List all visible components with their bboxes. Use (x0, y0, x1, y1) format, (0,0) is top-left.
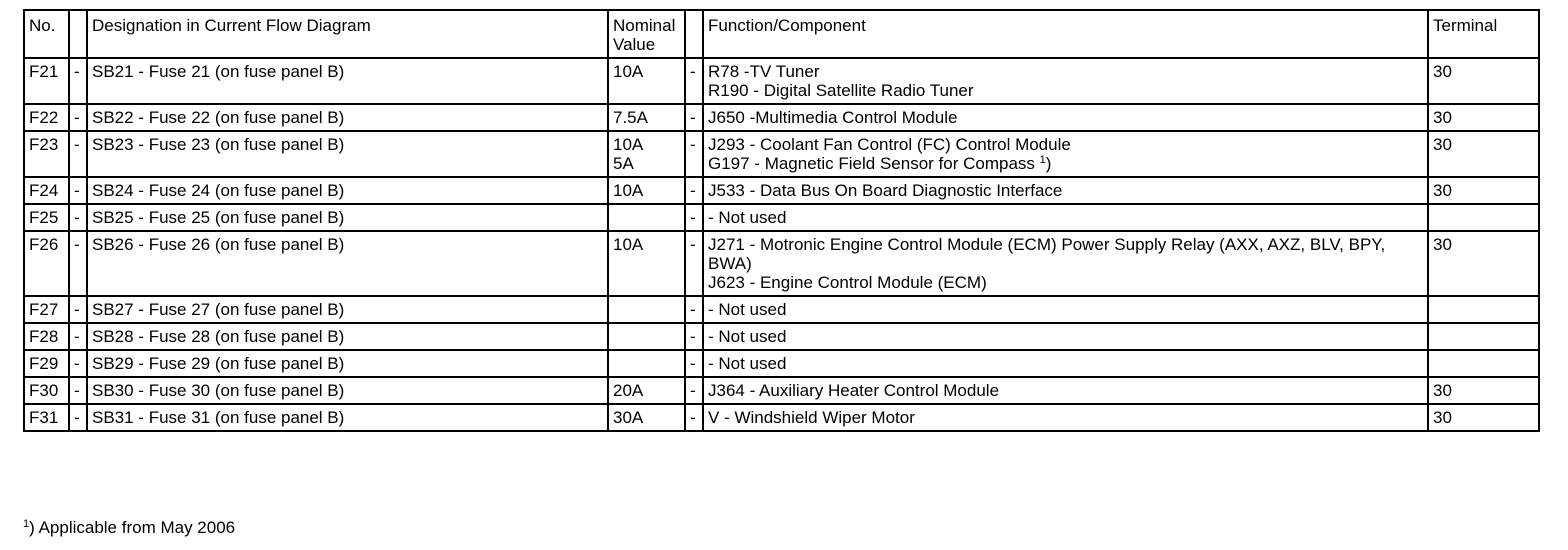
footnote (23, 518, 235, 538)
separator-dash: - (69, 404, 87, 431)
separator-dash: - (685, 350, 703, 377)
terminal (1428, 296, 1539, 323)
separator-dash: - (69, 177, 87, 204)
component-line (708, 354, 1423, 373)
fuse-number: F28 (24, 323, 69, 350)
header-nominal-value: Nominal Value (608, 10, 685, 58)
table-row (24, 296, 1539, 323)
designation: SB24 - Fuse 24 (on fuse panel B) (87, 177, 608, 204)
fuse-number: F29 (24, 350, 69, 377)
separator-dash: - (69, 323, 87, 350)
function-component (703, 58, 1428, 104)
footnote-text: ) Applicable from May 2006 (29, 518, 236, 537)
component-text: R78 -TV Tuner (708, 62, 820, 81)
terminal: 30 (1428, 131, 1539, 177)
nominal-value (608, 177, 685, 204)
nominal-value-line: 7.5A (613, 108, 648, 127)
table-row (24, 404, 1539, 431)
table-row (24, 58, 1539, 104)
terminal (1428, 323, 1539, 350)
header-dash-2 (685, 10, 703, 58)
separator-dash: - (685, 231, 703, 296)
nominal-value (608, 104, 685, 131)
designation: SB31 - Fuse 31 (on fuse panel B) (87, 404, 608, 431)
separator-dash: - (685, 404, 703, 431)
separator-dash: - (685, 104, 703, 131)
designation: SB25 - Fuse 25 (on fuse panel B) (87, 204, 608, 231)
footnote-reference-close: ) (1045, 154, 1052, 173)
component-line (708, 408, 1423, 427)
designation: SB30 - Fuse 30 (on fuse panel B) (87, 377, 608, 404)
function-component (703, 104, 1428, 131)
header-no: No. (24, 10, 69, 58)
component-line (708, 181, 1423, 200)
terminal: 30 (1428, 58, 1539, 104)
component-line (708, 327, 1423, 346)
table-row (24, 323, 1539, 350)
function-component (703, 177, 1428, 204)
component-text: J623 - Engine Control Module (ECM) (708, 273, 987, 292)
fuse-number: F24 (24, 177, 69, 204)
component-line (708, 154, 1423, 173)
separator-dash: - (69, 350, 87, 377)
separator-dash: - (685, 204, 703, 231)
separator-dash: - (685, 296, 703, 323)
component-line (708, 208, 1423, 227)
nominal-value (608, 350, 685, 377)
terminal: 30 (1428, 104, 1539, 131)
fuse-table (23, 9, 1540, 432)
separator-dash: - (685, 377, 703, 404)
header-designation: Designation in Current Flow Diagram (87, 10, 608, 58)
separator-dash: - (685, 131, 703, 177)
component-text: J271 - Motronic Engine Control Module (ECM) Power Supply Relay (AXX, AXZ, BLV, BPY, BWA) (708, 235, 1386, 273)
separator-dash: - (685, 177, 703, 204)
nominal-value (608, 404, 685, 431)
component-line (708, 381, 1423, 400)
nominal-value (608, 323, 685, 350)
component-line (708, 81, 1423, 100)
component-line (708, 135, 1423, 154)
component-text: - Not used (708, 300, 787, 319)
component-line (708, 273, 1423, 292)
designation: SB26 - Fuse 26 (on fuse panel B) (87, 231, 608, 296)
header-terminal: Terminal (1428, 10, 1539, 58)
table-row (24, 177, 1539, 204)
function-component (703, 231, 1428, 296)
nominal-value-line: 10A (613, 235, 644, 254)
fuse-number: F26 (24, 231, 69, 296)
fuse-table-body (24, 58, 1539, 431)
table-row (24, 131, 1539, 177)
nominal-value (608, 58, 685, 104)
header-function-component: Function/Component (703, 10, 1428, 58)
table-row (24, 350, 1539, 377)
fuse-number: F25 (24, 204, 69, 231)
function-component (703, 131, 1428, 177)
component-text: J533 - Data Bus On Board Diagnostic Interface (708, 181, 1063, 200)
header-dash-1 (69, 10, 87, 58)
separator-dash: - (69, 231, 87, 296)
component-text: J650 -Multimedia Control Module (708, 108, 958, 127)
component-line (708, 235, 1423, 273)
designation: SB23 - Fuse 23 (on fuse panel B) (87, 131, 608, 177)
fuse-number: F31 (24, 404, 69, 431)
table-row (24, 204, 1539, 231)
designation: SB28 - Fuse 28 (on fuse panel B) (87, 323, 608, 350)
component-text: - Not used (708, 327, 787, 346)
designation: SB21 - Fuse 21 (on fuse panel B) (87, 58, 608, 104)
function-component (703, 204, 1428, 231)
component-line (708, 62, 1423, 81)
nominal-value (608, 204, 685, 231)
fuse-number: F23 (24, 131, 69, 177)
separator-dash: - (69, 377, 87, 404)
terminal (1428, 350, 1539, 377)
separator-dash: - (685, 323, 703, 350)
function-component (703, 377, 1428, 404)
component-text: G197 - Magnetic Field Sensor for Compass (708, 154, 1035, 173)
function-component (703, 350, 1428, 377)
function-component (703, 296, 1428, 323)
terminal: 30 (1428, 377, 1539, 404)
nominal-value-line: 5A (613, 154, 634, 173)
designation: SB22 - Fuse 22 (on fuse panel B) (87, 104, 608, 131)
component-text: V - Windshield Wiper Motor (708, 408, 915, 427)
terminal: 30 (1428, 404, 1539, 431)
nominal-value (608, 131, 685, 177)
function-component (703, 404, 1428, 431)
separator-dash: - (69, 58, 87, 104)
component-text: - Not used (708, 208, 787, 227)
fuse-number: F21 (24, 58, 69, 104)
terminal: 30 (1428, 177, 1539, 204)
designation: SB29 - Fuse 29 (on fuse panel B) (87, 350, 608, 377)
nominal-value-line: 10A (613, 135, 644, 154)
fuse-number: F30 (24, 377, 69, 404)
fuse-number: F22 (24, 104, 69, 131)
component-line (708, 300, 1423, 319)
component-text: J293 - Coolant Fan Control (FC) Control Module (708, 135, 1071, 154)
footnote-marker: 1 (23, 518, 30, 530)
function-component (703, 323, 1428, 350)
component-text: R190 - Digital Satellite Radio Tuner (708, 81, 974, 100)
terminal: 30 (1428, 231, 1539, 296)
table-row (24, 231, 1539, 296)
nominal-value-line: 10A (613, 181, 644, 200)
table-row (24, 377, 1539, 404)
nominal-value (608, 377, 685, 404)
nominal-value (608, 231, 685, 296)
nominal-value (608, 296, 685, 323)
nominal-value-line: 20A (613, 381, 644, 400)
designation: SB27 - Fuse 27 (on fuse panel B) (87, 296, 608, 323)
table-header-row (24, 10, 1539, 58)
separator-dash: - (69, 131, 87, 177)
separator-dash: - (69, 104, 87, 131)
table-row (24, 104, 1539, 131)
separator-dash: - (69, 204, 87, 231)
separator-dash: - (69, 296, 87, 323)
nominal-value-line: 10A (613, 62, 644, 81)
component-text: J364 - Auxiliary Heater Control Module (708, 381, 1000, 400)
footnote-reference: 1 (1039, 154, 1046, 166)
nominal-value-line: 30A (613, 408, 644, 427)
separator-dash: - (685, 58, 703, 104)
terminal (1428, 204, 1539, 231)
component-text: - Not used (708, 354, 787, 373)
component-line (708, 108, 1423, 127)
fuse-number: F27 (24, 296, 69, 323)
